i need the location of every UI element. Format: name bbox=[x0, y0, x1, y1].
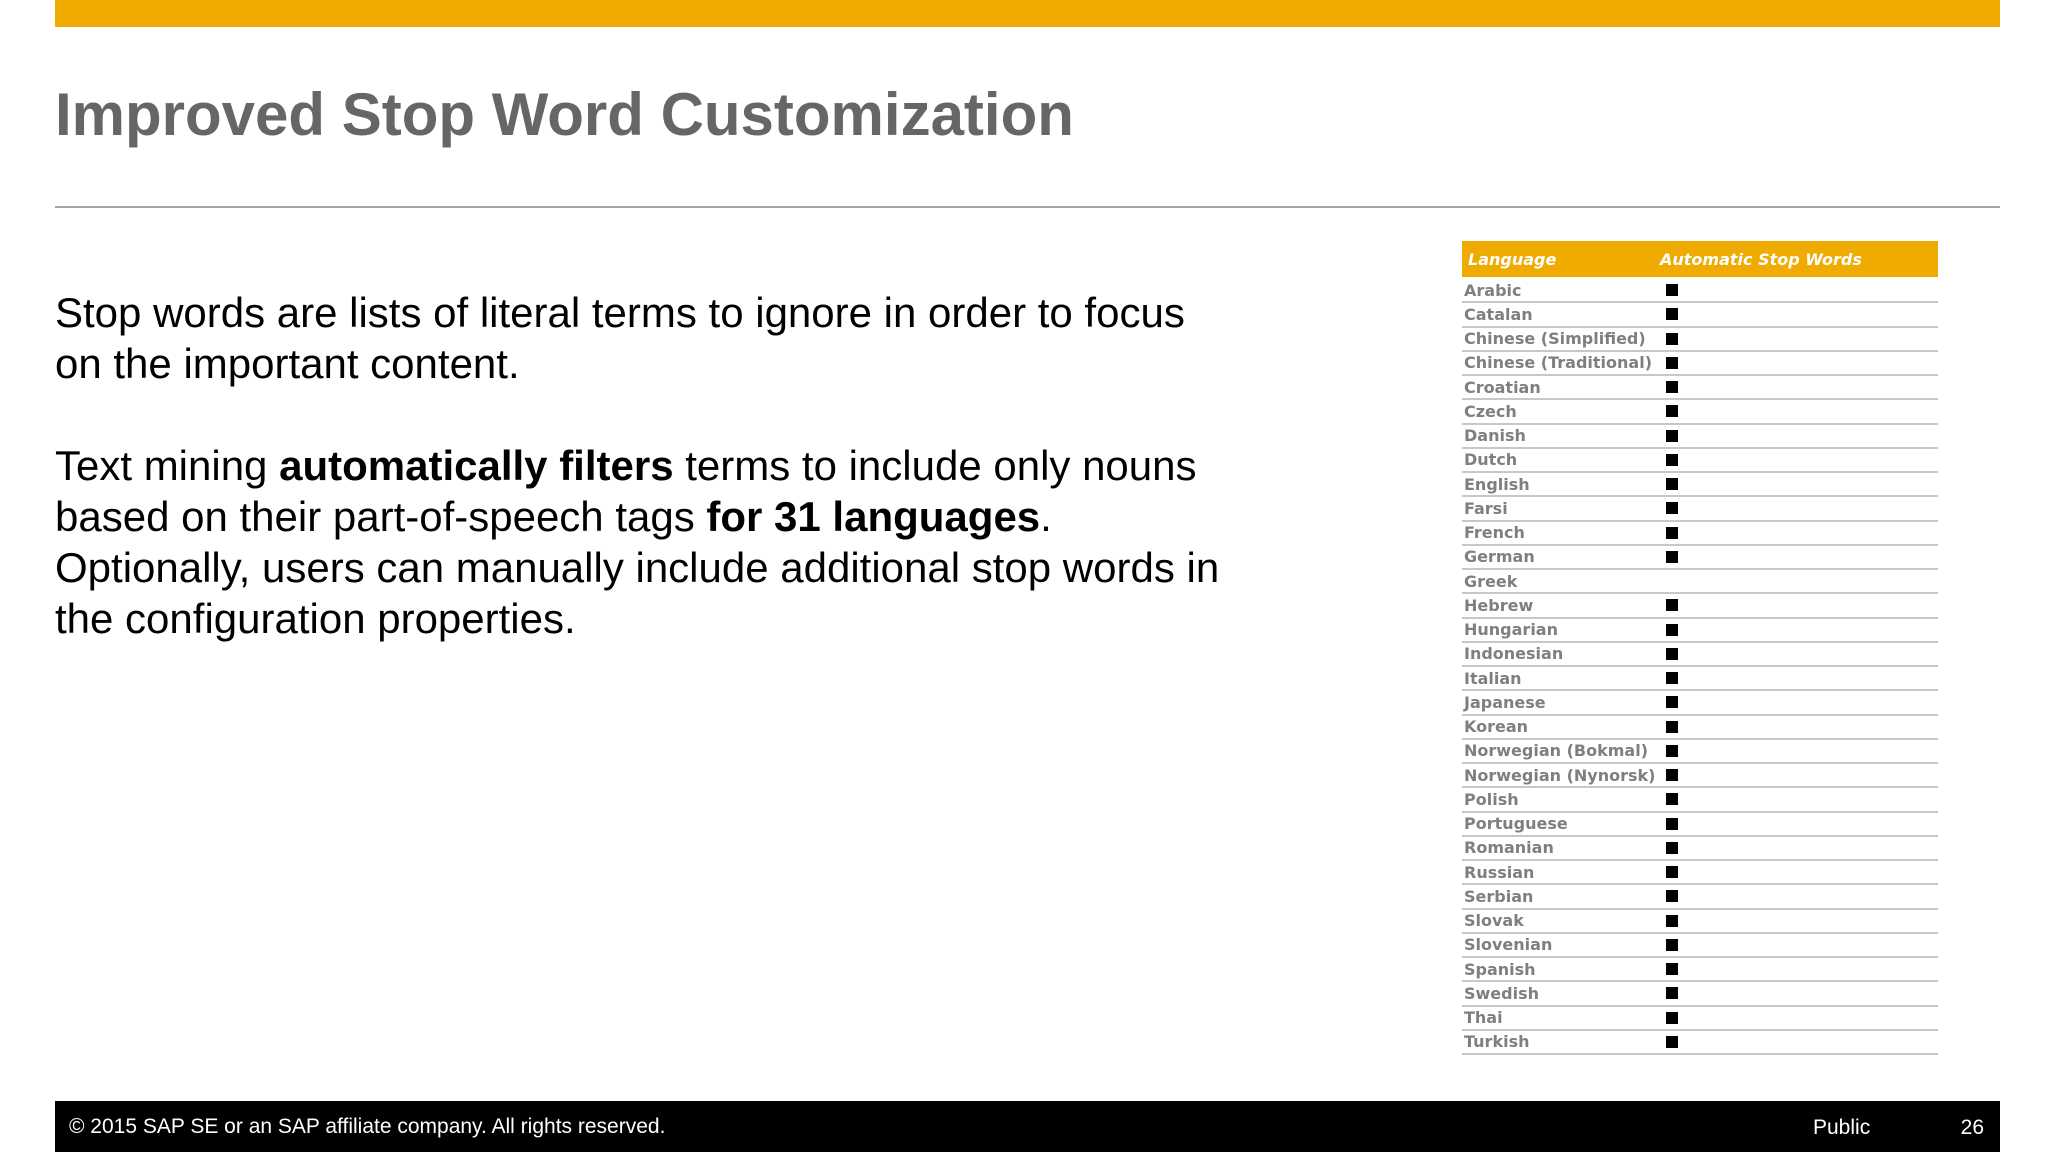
table-row bbox=[1462, 352, 1938, 376]
language-name: Hebrew bbox=[1464, 595, 1534, 615]
filled-square-icon bbox=[1666, 284, 1678, 296]
filled-square-icon bbox=[1666, 1012, 1678, 1024]
table-row bbox=[1462, 522, 1938, 546]
table-row bbox=[1462, 619, 1938, 643]
filled-square-icon bbox=[1666, 842, 1678, 854]
table-row bbox=[1462, 788, 1938, 812]
table-row bbox=[1462, 837, 1938, 861]
language-name: Indonesian bbox=[1464, 644, 1564, 664]
filled-square-icon bbox=[1666, 381, 1678, 393]
language-name: Polish bbox=[1464, 789, 1519, 809]
filled-square-icon bbox=[1666, 357, 1678, 369]
language-name: English bbox=[1464, 474, 1530, 494]
copyright-text: © 2015 SAP SE or an SAP affiliate company. All rights reserved. bbox=[69, 1115, 666, 1138]
language-name: Dutch bbox=[1464, 450, 1518, 470]
filled-square-icon bbox=[1666, 890, 1678, 902]
language-name: Slovak bbox=[1464, 911, 1524, 931]
table-row bbox=[1462, 449, 1938, 473]
filled-square-icon bbox=[1666, 793, 1678, 805]
language-name: Japanese bbox=[1464, 692, 1546, 712]
classification-label: Public bbox=[1813, 1116, 1871, 1139]
slide-body bbox=[55, 287, 1235, 644]
filled-square-icon bbox=[1666, 454, 1678, 466]
filled-square-icon bbox=[1666, 333, 1678, 345]
header-language: Language bbox=[1468, 249, 1557, 269]
filled-square-icon bbox=[1666, 696, 1678, 708]
language-name: Chinese (Traditional) bbox=[1464, 353, 1653, 373]
footer bbox=[55, 1101, 2000, 1152]
filled-square-icon bbox=[1666, 478, 1678, 490]
table-row bbox=[1462, 546, 1938, 570]
language-name: Italian bbox=[1464, 668, 1522, 688]
language-name: Russian bbox=[1464, 862, 1535, 882]
empty-cell bbox=[1666, 575, 1678, 587]
language-name: Thai bbox=[1464, 1008, 1503, 1028]
language-name: Turkish bbox=[1464, 1032, 1530, 1052]
language-name: Spanish bbox=[1464, 959, 1536, 979]
table-body bbox=[1462, 279, 1938, 1055]
filled-square-icon bbox=[1666, 769, 1678, 781]
body-paragraph-1: Stop words are lists of literal terms to ignore in order to focus on the important content. bbox=[55, 289, 1185, 387]
table-row bbox=[1462, 716, 1938, 740]
filled-square-icon bbox=[1666, 721, 1678, 733]
language-name: Arabic bbox=[1464, 280, 1522, 300]
paragraph-2-bold-languages: for 31 languages bbox=[706, 493, 1041, 540]
language-name: Catalan bbox=[1464, 304, 1533, 324]
table-row bbox=[1462, 328, 1938, 352]
language-name: Serbian bbox=[1464, 886, 1534, 906]
language-name: Romanian bbox=[1464, 838, 1554, 858]
title-divider bbox=[55, 206, 2000, 208]
language-name: Farsi bbox=[1464, 498, 1508, 518]
header-automatic-stop-words: Automatic Stop Words bbox=[1660, 249, 1862, 269]
table-row bbox=[1462, 691, 1938, 715]
filled-square-icon bbox=[1666, 430, 1678, 442]
table-row bbox=[1462, 740, 1938, 764]
language-name: German bbox=[1464, 547, 1535, 567]
language-name: Norwegian (Nynorsk) bbox=[1464, 765, 1656, 785]
filled-square-icon bbox=[1666, 939, 1678, 951]
table-row bbox=[1462, 279, 1938, 303]
filled-square-icon bbox=[1666, 987, 1678, 999]
table-row bbox=[1462, 910, 1938, 934]
filled-square-icon bbox=[1666, 502, 1678, 514]
language-name: Portuguese bbox=[1464, 814, 1568, 834]
table-row bbox=[1462, 813, 1938, 837]
filled-square-icon bbox=[1666, 551, 1678, 563]
filled-square-icon bbox=[1666, 624, 1678, 636]
table-row bbox=[1462, 934, 1938, 958]
table-row bbox=[1462, 594, 1938, 618]
language-name: Danish bbox=[1464, 426, 1526, 446]
filled-square-icon bbox=[1666, 527, 1678, 539]
paragraph-2-bold-filters: automatically filters bbox=[279, 442, 674, 489]
language-name: Norwegian (Bokmal) bbox=[1464, 741, 1649, 761]
language-name: Swedish bbox=[1464, 983, 1540, 1003]
table-row bbox=[1462, 643, 1938, 667]
language-name: Croatian bbox=[1464, 377, 1541, 397]
slide-title: Improved Stop Word Customization bbox=[55, 81, 1074, 148]
table-row bbox=[1462, 473, 1938, 497]
table-row bbox=[1462, 425, 1938, 449]
table-row bbox=[1462, 303, 1938, 327]
table-row bbox=[1462, 497, 1938, 521]
top-accent-bar bbox=[55, 0, 2000, 27]
paragraph-2-text: Text mining bbox=[55, 442, 280, 489]
table-row bbox=[1462, 667, 1938, 691]
language-name: Czech bbox=[1464, 401, 1517, 421]
filled-square-icon bbox=[1666, 915, 1678, 927]
page-number: 26 bbox=[1960, 1116, 1984, 1139]
table-row bbox=[1462, 376, 1938, 400]
body-paragraph-2 bbox=[55, 440, 1235, 644]
language-name: French bbox=[1464, 523, 1525, 543]
filled-square-icon bbox=[1666, 818, 1678, 830]
table-row bbox=[1462, 1031, 1938, 1055]
language-name: Korean bbox=[1464, 717, 1529, 737]
table-header bbox=[1462, 241, 1938, 277]
language-name: Greek bbox=[1464, 571, 1518, 591]
table-row bbox=[1462, 885, 1938, 909]
table-row bbox=[1462, 570, 1938, 594]
filled-square-icon bbox=[1666, 866, 1678, 878]
table-row bbox=[1462, 1007, 1938, 1031]
filled-square-icon bbox=[1666, 405, 1678, 417]
table-row bbox=[1462, 764, 1938, 788]
language-name: Chinese (Simplified) bbox=[1464, 329, 1646, 349]
language-name: Hungarian bbox=[1464, 620, 1558, 640]
table-row bbox=[1462, 861, 1938, 885]
filled-square-icon bbox=[1666, 672, 1678, 684]
filled-square-icon bbox=[1666, 648, 1678, 660]
table-row bbox=[1462, 982, 1938, 1006]
table-row bbox=[1462, 958, 1938, 982]
table-row bbox=[1462, 400, 1938, 424]
filled-square-icon bbox=[1666, 963, 1678, 975]
filled-square-icon bbox=[1666, 599, 1678, 611]
filled-square-icon bbox=[1666, 745, 1678, 757]
paragraph-2-text: . Optionally, users can manually include additional stop words in the configuration properties. bbox=[55, 493, 1220, 642]
filled-square-icon bbox=[1666, 1036, 1678, 1048]
language-name: Slovenian bbox=[1464, 935, 1553, 955]
paragraph-2-text: terms to include only nouns based on their part-of-speech tags bbox=[55, 442, 1197, 540]
filled-square-icon bbox=[1666, 308, 1678, 320]
language-table bbox=[1462, 241, 1938, 1055]
